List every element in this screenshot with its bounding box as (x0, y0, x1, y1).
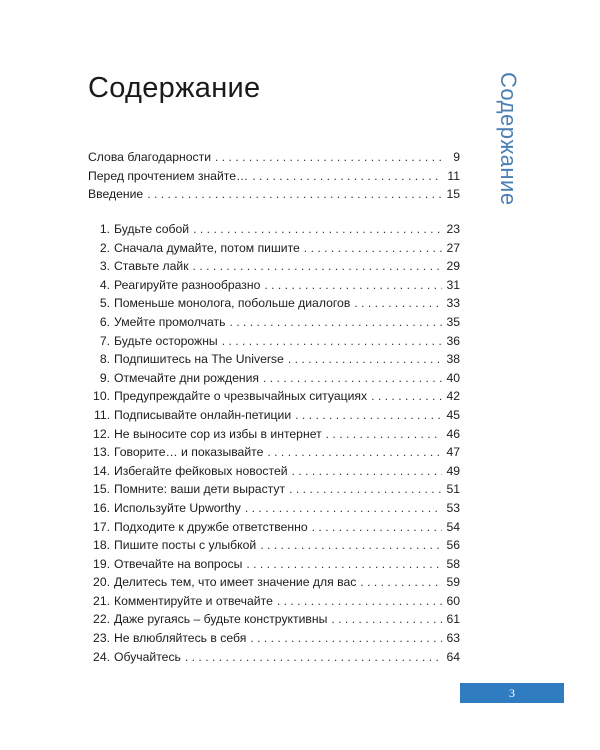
toc-chapter-number: 7. (99, 333, 110, 348)
toc-chapter-number: 9. (99, 370, 110, 385)
toc-page-number: 23 (446, 222, 460, 236)
toc-entry-label: Говорите… и показывайте (114, 445, 264, 460)
page-number: 3 (509, 685, 515, 700)
toc-page-number: 60 (446, 593, 460, 608)
toc-chapter-row[interactable] (88, 518, 460, 537)
toc-page-number: 53 (446, 500, 460, 515)
toc-leader-dots (277, 592, 442, 611)
toc-page-number: 49 (446, 463, 460, 478)
toc-chapter-number: 19. (93, 556, 110, 571)
toc-leader-dots (295, 406, 442, 425)
toc-entry-label: Обучайтесь (114, 649, 181, 664)
toc-chapter-number: 12. (93, 426, 110, 441)
toc-entry-label: Подписывайте онлайн-петиции (114, 407, 292, 422)
toc-page-number: 63 (446, 631, 460, 646)
toc-leader-dots (246, 555, 442, 574)
toc-entry-label: Умейте промолчать (114, 314, 226, 329)
toc-chapter-row[interactable] (88, 406, 460, 425)
toc-entry-label: Даже ругаясь – будьте конструктивны (114, 612, 328, 627)
toc-entry-label: Не влюбляйтесь в себя (114, 631, 247, 646)
toc-chapter-number: 2. (99, 240, 110, 255)
toc-entry-label: Пишите посты с улыбкой (114, 538, 257, 553)
front-matter-list (88, 148, 460, 204)
toc-entry-label: Не выносите сор из избы в интернет (114, 426, 322, 441)
toc-front-row[interactable] (88, 148, 460, 167)
toc-leader-dots (288, 350, 442, 369)
toc-entry-label: Подходите к дружбе ответственно (114, 519, 308, 534)
toc-leader-dots (260, 536, 442, 555)
toc-chapter-number: 10. (93, 389, 110, 404)
toc-leader-dots (267, 443, 442, 462)
toc-page-number: 11 (447, 168, 460, 183)
toc-chapter-row[interactable] (88, 555, 460, 574)
toc-chapter-row[interactable] (88, 239, 460, 258)
toc-page-number: 45 (446, 407, 460, 422)
toc-leader-dots (185, 648, 442, 667)
toc-leader-dots (193, 220, 442, 239)
toc-page-number: 38 (446, 352, 460, 367)
toc-chapter-row[interactable] (88, 629, 460, 648)
toc-chapter-row[interactable] (88, 648, 460, 667)
toc-chapter-row[interactable] (88, 294, 460, 313)
toc-entry-label: Слова благодарности (88, 150, 211, 164)
toc-leader-dots (354, 294, 442, 313)
toc-page-number: 64 (446, 649, 460, 664)
toc-leader-dots (312, 518, 442, 537)
toc-entry-label: Отмечайте дни рождения (114, 370, 259, 385)
toc-chapter-row[interactable] (88, 443, 460, 462)
toc-chapter-row[interactable] (88, 480, 460, 499)
toc-chapter-number: 22. (93, 612, 110, 627)
toc-leader-dots (147, 185, 442, 204)
toc-page-number: 58 (446, 556, 460, 571)
toc-page-number: 35 (446, 314, 460, 329)
toc-chapter-row[interactable] (88, 499, 460, 518)
toc-leader-dots (331, 610, 442, 629)
toc-chapter-number: 17. (93, 519, 110, 534)
toc-chapter-row[interactable] (88, 573, 460, 592)
toc-entry-label: Предупреждайте о чрезвычайных ситуациях (114, 389, 368, 404)
toc-page-number: 46 (446, 426, 460, 441)
toc-page-number: 36 (446, 333, 460, 348)
toc-chapter-row[interactable] (88, 610, 460, 629)
toc-entry-label: Перед прочтением знайте… (88, 168, 249, 183)
toc-chapter-number: 8. (99, 352, 110, 367)
toc-entry-label: Будьте осторожны (114, 333, 218, 348)
toc-entry-label: Будьте собой (114, 222, 190, 236)
toc-page-number: 54 (446, 519, 460, 534)
toc-chapter-row[interactable] (88, 425, 460, 444)
toc-entry-label: Используйте Upworthy (114, 500, 241, 515)
toc-chapter-number: 1. (99, 222, 110, 236)
toc-chapter-number: 15. (93, 482, 110, 497)
toc-page-number: 40 (446, 370, 460, 385)
toc-leader-dots (222, 332, 442, 351)
toc-page-number: 47 (446, 445, 460, 460)
toc-leader-dots (371, 387, 442, 406)
toc-page-number: 15 (446, 187, 460, 202)
page-title: Содержание (88, 72, 261, 104)
toc-page-number: 29 (446, 259, 460, 274)
toc-chapter-row[interactable] (88, 313, 460, 332)
toc-leader-dots (229, 313, 442, 332)
toc-chapter-number: 14. (93, 463, 110, 478)
toc-page-number: 31 (446, 277, 460, 292)
toc-chapter-number: 13. (93, 445, 110, 460)
toc-chapter-row[interactable] (88, 387, 460, 406)
toc-chapter-number: 11. (93, 407, 110, 422)
toc-page-number: 56 (446, 538, 460, 553)
toc-chapter-number: 23. (93, 631, 110, 646)
toc-leader-dots (326, 425, 442, 444)
toc-page-number: 33 (446, 296, 460, 311)
toc-entry-label: Поменьше монолога, побольше диалогов (114, 296, 351, 311)
toc-chapter-number: 24. (93, 649, 110, 664)
toc-leader-dots (289, 480, 442, 499)
chapter-list (88, 220, 460, 666)
toc-chapter-number: 16. (93, 500, 110, 515)
toc-entry-label: Отвечайте на вопросы (114, 556, 243, 571)
toc-chapter-row[interactable] (88, 276, 460, 295)
toc-leader-dots (215, 148, 442, 167)
toc-page-number: 51 (446, 482, 460, 497)
toc-entry-label: Реагируйте разнообразно (114, 277, 261, 292)
toc-chapter-row[interactable] (88, 257, 460, 276)
toc-chapter-number: 20. (93, 575, 110, 590)
toc-entry-label: Ставьте лайк (114, 259, 189, 274)
toc-chapter-row[interactable] (88, 592, 460, 611)
toc-leader-dots (245, 499, 442, 518)
toc-chapter-row[interactable] (88, 462, 460, 481)
toc-entry-label: Подпишитесь на The Universe (114, 352, 284, 367)
toc-leader-dots (292, 462, 442, 481)
toc-page-number: 42 (446, 389, 460, 404)
toc-chapter-number: 21. (93, 593, 110, 608)
toc-chapter-number: 18. (93, 538, 110, 553)
toc-front-row[interactable] (88, 185, 460, 204)
toc-entry-label: Сначала думайте, потом пишите (114, 240, 300, 255)
toc-leader-dots (193, 257, 442, 276)
toc-front-row[interactable] (88, 167, 460, 186)
toc-entry-label: Делитесь тем, что имеет значение для вас (114, 575, 357, 590)
toc-chapter-number: 5. (99, 296, 110, 311)
toc-entry-label: Помните: ваши дети вырастут (114, 482, 286, 497)
toc-chapter-row[interactable] (88, 220, 460, 239)
footer-bar (460, 683, 564, 703)
toc-leader-dots (263, 369, 442, 388)
toc-entry-label: Комментируйте и отвечайте (114, 593, 273, 608)
toc-page-number: 61 (446, 612, 460, 627)
toc-leader-dots (252, 167, 442, 186)
toc-chapter-number: 6. (99, 314, 110, 329)
toc-leader-dots (264, 276, 442, 295)
toc-leader-dots (304, 239, 442, 258)
toc-chapter-row[interactable] (88, 536, 460, 555)
toc-leader-dots (360, 573, 442, 592)
toc-chapter-row[interactable] (88, 332, 460, 351)
toc-chapter-row[interactable] (88, 350, 460, 369)
toc-page-number: 59 (446, 575, 460, 590)
toc-leader-dots (250, 629, 442, 648)
side-title: Содержание (496, 72, 521, 206)
toc-page-number: 27 (446, 240, 460, 255)
toc-page-number: 9 (453, 150, 460, 164)
toc-entry-label: Избегайте фейковых новостей (114, 463, 288, 478)
toc-entry-label: Введение (88, 187, 144, 202)
toc-chapter-row[interactable] (88, 369, 460, 388)
toc-chapter-number: 3. (99, 259, 110, 274)
toc-chapter-number: 4. (99, 277, 110, 292)
